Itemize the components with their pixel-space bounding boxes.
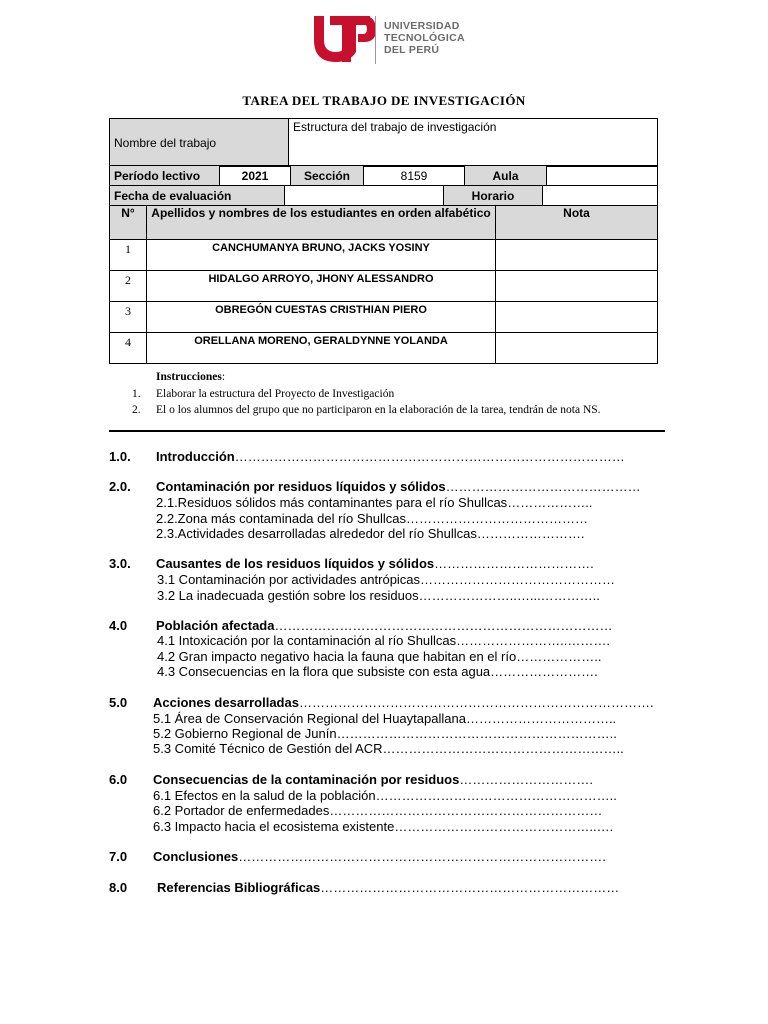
subsection-text: 5.1 Área de Conservación Regional del Huaytapallana <box>153 711 466 726</box>
logo-p-shape <box>354 16 376 42</box>
subsection-text: 2.1.Residuos sólidos más contaminantes para el río Shullcas <box>156 495 508 510</box>
subsection-leader-dots: ……………………..………. <box>456 633 611 648</box>
logo-line-2: TECNOLÓGICA <box>384 32 465 44</box>
section-number: 8.0 <box>109 880 128 895</box>
section-number: 6.0 <box>109 772 128 787</box>
outline-subsection <box>153 711 616 726</box>
outline-subsection <box>153 741 624 756</box>
outline-subsection <box>156 511 588 526</box>
outline-subsection <box>153 726 617 741</box>
section-leader-dots: …………………………………………………………………………. <box>238 849 606 864</box>
subsection-leader-dots: ……………………………………… <box>420 572 616 587</box>
section-number: 2.0. <box>109 479 131 494</box>
col-number-header: N° <box>110 206 147 240</box>
subsection-text: 3.1 Contaminación por actividades antrópicas <box>157 572 421 587</box>
logo-line-3: DEL PERÚ <box>384 44 440 56</box>
section-title-text: Contaminación por residuos líquidos y sólidos <box>156 479 446 494</box>
subsection-leader-dots: ……………….. <box>507 495 593 510</box>
subsection-text: 2.3.Actividades desarrolladas alrededor del río Shullcas <box>156 526 477 541</box>
instructions-title <box>156 371 225 383</box>
outline-subsection <box>157 572 615 587</box>
classroom-value[interactable] <box>547 166 658 186</box>
row-number: 1 <box>110 240 147 271</box>
instruction-text: El o los alumnos del grupo que no participaron en la elaboración de la tarea, tendrán de nota NS. <box>156 404 601 416</box>
work-name-table <box>109 118 658 167</box>
student-grade[interactable] <box>496 240 658 271</box>
student-grade[interactable] <box>496 333 658 364</box>
section-leader-dots: …………………………. <box>459 772 593 787</box>
students-table <box>109 205 658 364</box>
outline-subsection <box>157 649 601 664</box>
subsection-leader-dots: …………………..…...………….. <box>418 588 600 603</box>
col-names-header: Apellidos y nombres de los estudiantes en orden alfabético <box>147 206 496 240</box>
section-leader-dots: ………………………………………………………………………. <box>298 695 654 710</box>
subsection-leader-dots: ……………………………………………………… <box>329 803 603 818</box>
table-row <box>110 333 658 364</box>
section-title-text: Consecuencias de la contaminación por residuos <box>153 772 460 787</box>
instruction-item <box>132 404 601 416</box>
subsection-leader-dots: ……………………………………………….. <box>375 788 617 803</box>
subsection-leader-dots: ……………………………………………………….. <box>336 726 617 741</box>
subsection-text: 4.3 Consecuencias en la flora que subsiste con esta agua <box>157 664 491 679</box>
row-number: 4 <box>110 333 147 364</box>
table-row <box>110 302 658 333</box>
section-number: 3.0. <box>109 556 131 571</box>
col-grade-header: Nota <box>496 206 658 240</box>
section-title-text: Acciones desarrolladas <box>153 695 299 710</box>
section-leader-dots: ………………………………. <box>434 556 594 571</box>
section-title <box>156 618 612 633</box>
logo-divider <box>375 16 376 64</box>
section-leader-dots: ……………………………………… <box>445 479 641 494</box>
logo-t-stem <box>342 16 351 62</box>
period-table <box>109 165 658 186</box>
student-name: HIDALGO ARROYO, JHONY ALESSANDRO <box>147 271 496 302</box>
subsection-text: 6.2 Portador de enfermedades <box>153 803 330 818</box>
section-title-text: Introducción <box>156 449 235 464</box>
section-number: 4.0 <box>109 618 128 633</box>
row-number: 2 <box>110 271 147 302</box>
section-title-text: Causantes de los residuos líquidos y sólidos <box>156 556 435 571</box>
subsection-leader-dots: …………………………………… <box>406 511 589 526</box>
subsection-leader-dots: ………………………………………..…. <box>394 819 614 834</box>
subsection-text: 2.2.Zona más contaminada del río Shullcas <box>156 511 407 526</box>
instruction-number: 1. <box>132 388 141 400</box>
logo-line-1: UNIVERSIDAD <box>384 20 460 32</box>
subsection-leader-dots: ……………….. <box>516 649 602 664</box>
outline-subsection <box>153 819 613 834</box>
table-row <box>110 240 658 271</box>
horizontal-rule <box>109 430 665 432</box>
outline-subsection <box>156 495 592 510</box>
subsection-text: 6.1 Efectos en la salud de la población <box>153 788 376 803</box>
section-leader-dots: ……………………………………………………………………………… <box>234 449 625 464</box>
instructions-colon: : <box>221 371 226 383</box>
date-table <box>109 185 658 206</box>
outline-subsection <box>156 526 584 541</box>
period-value[interactable]: 2021 <box>220 166 291 186</box>
section-title <box>156 449 625 464</box>
schedule-value[interactable] <box>543 186 658 206</box>
outline-subsection <box>157 664 598 679</box>
section-label: Sección <box>291 166 364 186</box>
outline-subsection <box>157 633 610 648</box>
work-name-value[interactable]: Estructura del trabajo de investigación <box>289 119 658 167</box>
period-label: Período lectivo <box>110 166 220 186</box>
subsection-text: 5.3 Comité Técnico de Gestión del ACR <box>153 741 383 756</box>
classroom-label: Aula <box>465 166 547 186</box>
instructions-title-text: Instrucciones <box>156 371 222 383</box>
section-title-text: Referencias Bibliográficas <box>157 880 321 895</box>
section-title-text: Conclusiones <box>153 849 239 864</box>
document-title: TAREA DEL TRABAJO DE INVESTIGACIÓN <box>242 93 526 108</box>
instruction-number: 2. <box>132 404 141 416</box>
student-name: OBREGÓN CUESTAS CRISTHIAN PIERO <box>147 302 496 333</box>
outline-subsection <box>153 788 617 803</box>
section-value[interactable]: 8159 <box>364 166 465 186</box>
eval-date-value[interactable] <box>285 186 444 206</box>
section-number: 5.0 <box>109 695 128 710</box>
section-title <box>156 556 594 571</box>
row-number: 3 <box>110 302 147 333</box>
section-title <box>156 479 641 494</box>
section-title <box>153 695 654 710</box>
subsection-leader-dots: ……………………. <box>476 526 585 541</box>
section-leader-dots: …………………………………………………………… <box>320 880 620 895</box>
student-grade[interactable] <box>496 302 658 333</box>
subsection-leader-dots: ……………………. <box>490 664 598 679</box>
subsection-text: 4.2 Gran impacto negativo hacia la fauna que habitan en el río <box>157 649 517 664</box>
student-grade[interactable] <box>496 271 658 302</box>
instruction-item <box>132 388 394 400</box>
subsection-text: 5.2 Gobierno Regional de Junín <box>153 726 337 741</box>
subsection-text: 3.2 La inadecuada gestión sobre los residuos <box>157 588 419 603</box>
subsection-text: 4.1 Intoxicación por la contaminación al río Shullcas <box>157 633 457 648</box>
section-number: 7.0 <box>109 849 128 864</box>
section-title <box>157 880 619 895</box>
section-leader-dots: …………………………………………………………………… <box>274 618 613 633</box>
student-name: CANCHUMANYA BRUNO, JACKS YOSINY <box>147 240 496 271</box>
section-title-text: Población afectada <box>156 618 275 633</box>
subsection-leader-dots: ……………………………………………….. <box>382 741 624 756</box>
schedule-label: Horario <box>444 186 543 206</box>
student-name: ORELLANA MORENO, GERALDYNNE YOLANDA <box>147 333 496 364</box>
subsection-leader-dots: …………………………….. <box>465 711 617 726</box>
table-row <box>110 271 658 302</box>
outline-subsection <box>157 588 600 603</box>
work-name-label: Nombre del trabajo <box>110 119 289 167</box>
instruction-text: Elaborar la estructura del Proyecto de Investigación <box>156 388 395 400</box>
outline-subsection <box>153 803 602 818</box>
logo-wordmark <box>384 20 465 56</box>
eval-date-label: Fecha de evaluación <box>110 186 285 206</box>
section-number: 1.0. <box>109 449 131 464</box>
section-title <box>153 849 606 864</box>
subsection-text: 6.3 Impacto hacia el ecosistema existente <box>153 819 395 834</box>
section-title <box>153 772 593 787</box>
